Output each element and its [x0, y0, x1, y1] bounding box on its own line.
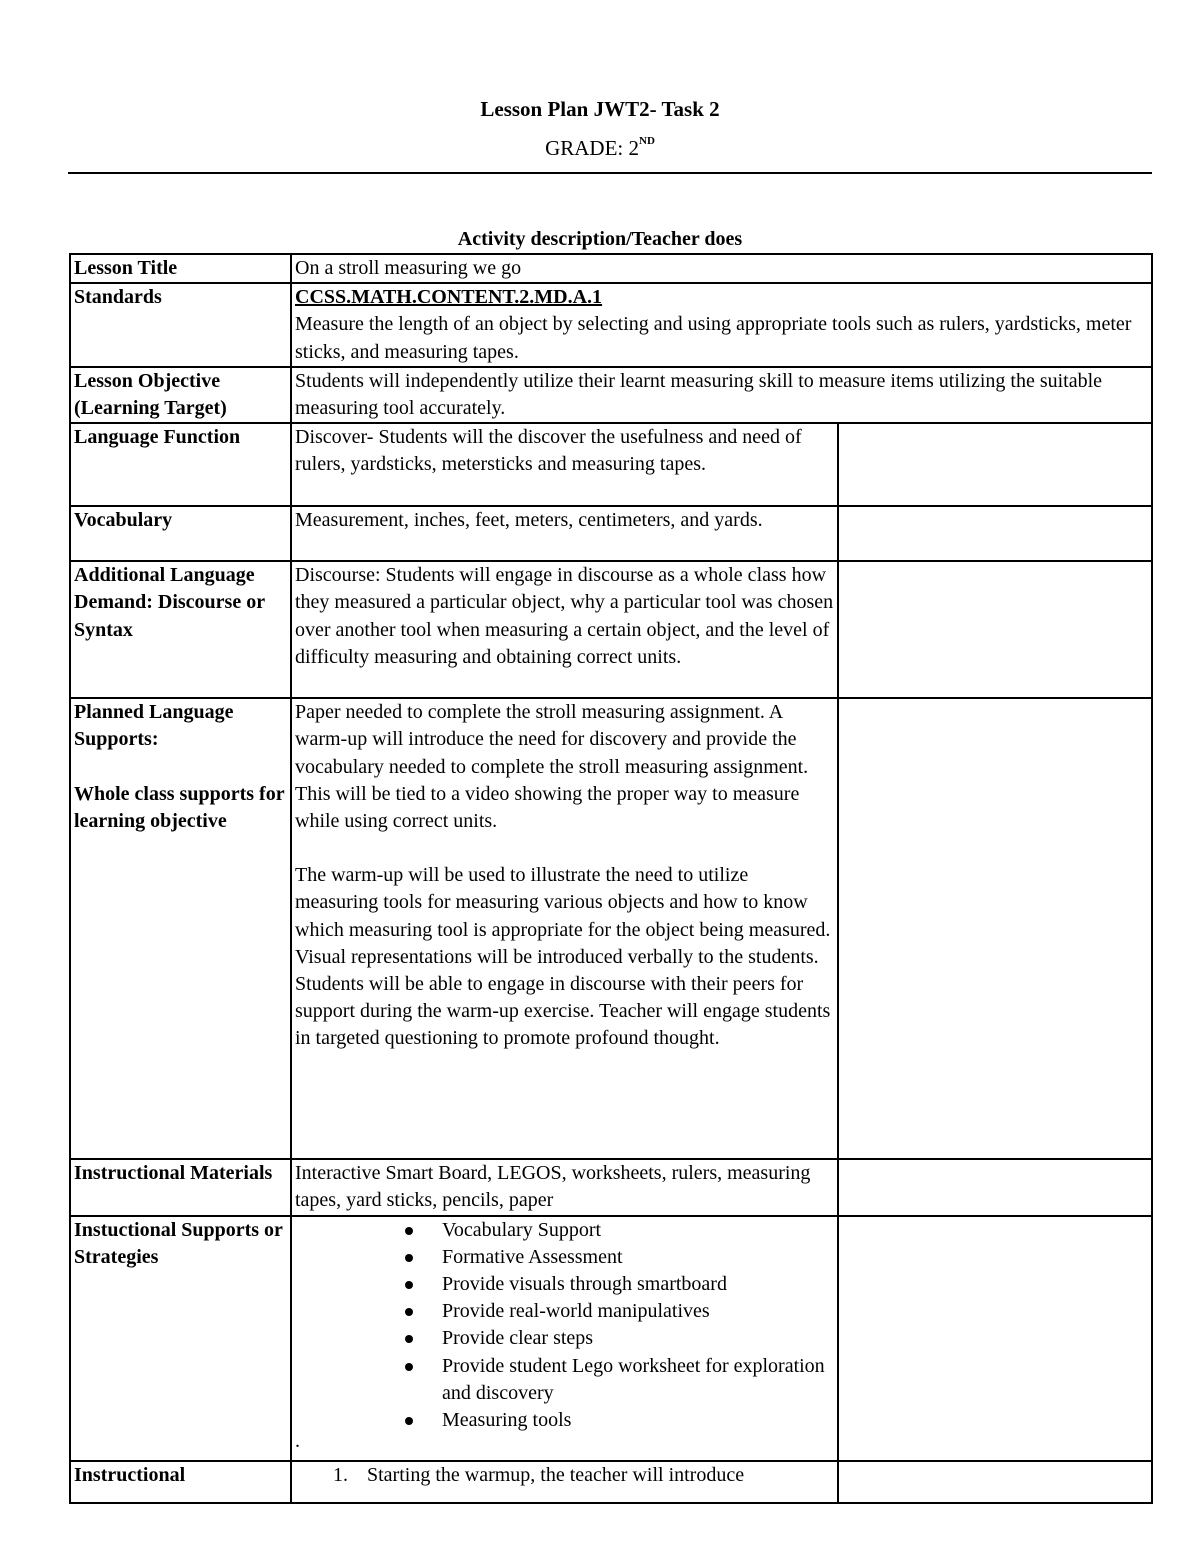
- planned-supports-label: Planned Language Supports:: [74, 701, 234, 751]
- table-row: [70, 367, 1152, 423]
- document-title: Lesson Plan JWT2- Task 2: [480, 97, 720, 121]
- vocabulary-value: Measurement, inches, feet, meters, centimeters, and yards.: [291, 506, 838, 561]
- empty-cell: [838, 1159, 1152, 1215]
- strategies-list: [295, 1217, 834, 1435]
- row-label-instructional: Instructional: [70, 1461, 291, 1503]
- lesson-title-value: On a stroll measuring we go: [291, 254, 1152, 283]
- step-text: Starting the warmup, the teacher will introduce: [367, 1463, 745, 1486]
- additional-language-demand-value: Discourse: Students will engage in discourse as a whole class how they measured a particular object, why a particular tool was chosen over another tool when measuring a certain object, and the level of difficulty measuring and obtaining correct units.: [291, 561, 838, 698]
- row-label-lesson-title: Lesson Title: [70, 254, 291, 283]
- row-label-language-function: Language Function: [70, 423, 291, 506]
- table-row: [70, 561, 1152, 698]
- row-label-standards: Standards: [70, 283, 291, 367]
- table-row: [70, 1159, 1152, 1215]
- grade-heading: [0, 136, 1200, 161]
- row-label-vocabulary: Vocabulary: [70, 506, 291, 561]
- list-item: Formative Assessment: [442, 1244, 834, 1271]
- table-caption: Activity description/Teacher does: [457, 228, 743, 250]
- row-label-instructional-supports: Instuctional Supports or Strategies: [70, 1216, 291, 1461]
- table-row: [70, 423, 1152, 506]
- instructional-materials-value: Interactive Smart Board, LEGOS, worksheets, rulers, measuring tapes, yard sticks, pencils, paper: [291, 1159, 838, 1215]
- list-item: Provide clear steps: [442, 1325, 834, 1352]
- standard-text: Measure the length of an object by selecting and using appropriate tools such as rulers, yardsticks, meter sticks, and measuring tapes.: [295, 313, 1132, 363]
- planned-supports-value: [291, 698, 838, 1159]
- table-row: [70, 1216, 1152, 1461]
- standard-code: CCSS.MATH.CONTENT.2.MD.A.1: [295, 286, 603, 309]
- empty-cell: [838, 561, 1152, 698]
- table-row: [70, 506, 1152, 561]
- empty-cell: [838, 423, 1152, 506]
- empty-cell: [838, 1461, 1152, 1503]
- list-item: Provide visuals through smartboard: [442, 1271, 834, 1298]
- planned-supports-sublabel: Whole class supports for learning objective: [74, 782, 285, 832]
- lesson-plan-table: [69, 253, 1153, 1504]
- list-item: Measuring tools: [442, 1407, 834, 1434]
- list-item: Provide real-world manipulatives: [442, 1298, 834, 1325]
- lesson-objective-value: Students will independently utilize their learnt measuring skill to measure items utilizing the suitable measuring tool accurately.: [291, 367, 1152, 423]
- table-row: [70, 1461, 1152, 1503]
- list-item: Provide student Lego worksheet for exploration and discovery: [442, 1353, 834, 1407]
- empty-cell: [838, 698, 1152, 1159]
- list-item: Vocabulary Support: [442, 1217, 834, 1244]
- trailing-period: .: [295, 1430, 300, 1453]
- grade-label: GRADE: 2: [545, 136, 640, 160]
- header-divider: [68, 172, 1152, 174]
- instructional-step-cell: [291, 1461, 838, 1503]
- row-label-planned-language-supports: [70, 698, 291, 1159]
- language-function-value: Discover- Students will the discover the usefulness and need of rulers, yardsticks, metersticks and measuring tapes.: [291, 423, 838, 506]
- empty-cell: [838, 506, 1152, 561]
- table-row: [70, 254, 1152, 283]
- instructional-supports-list-cell: [291, 1216, 838, 1461]
- row-label-lesson-objective: Lesson Objective (Learning Target): [70, 367, 291, 423]
- numbered-step: [295, 1462, 834, 1489]
- table-row: [70, 283, 1152, 367]
- grade-superscript: ND: [639, 135, 655, 147]
- row-label-instructional-materials: Instructional Materials: [70, 1159, 291, 1215]
- standards-cell: [291, 283, 1152, 367]
- row-label-additional-language-demand: Additional Language Demand: Discourse or Syntax: [70, 561, 291, 698]
- table-row: [70, 698, 1152, 1159]
- planned-supports-paragraph-1: Paper needed to complete the stroll measuring assignment. A warm-up will introduce the need for discovery and provide the vocabulary needed to complete the stroll measuring assignment. This will be tied to a video showing the proper way to measure while using correct units.: [295, 701, 809, 833]
- empty-cell: [838, 1216, 1152, 1461]
- step-number: 1.: [333, 1463, 348, 1486]
- planned-supports-paragraph-2: The warm-up will be used to illustrate the need to utilize measuring tools for measuring various objects and how to know which measuring tool is appropriate for the object being measured. Visual representations will be introduced verbally to the students. Students will be able to engage in discourse with their peers for support during the warm-up exercise. Teacher will engage students in targeted questioning to promote profound thought.: [295, 864, 831, 1050]
